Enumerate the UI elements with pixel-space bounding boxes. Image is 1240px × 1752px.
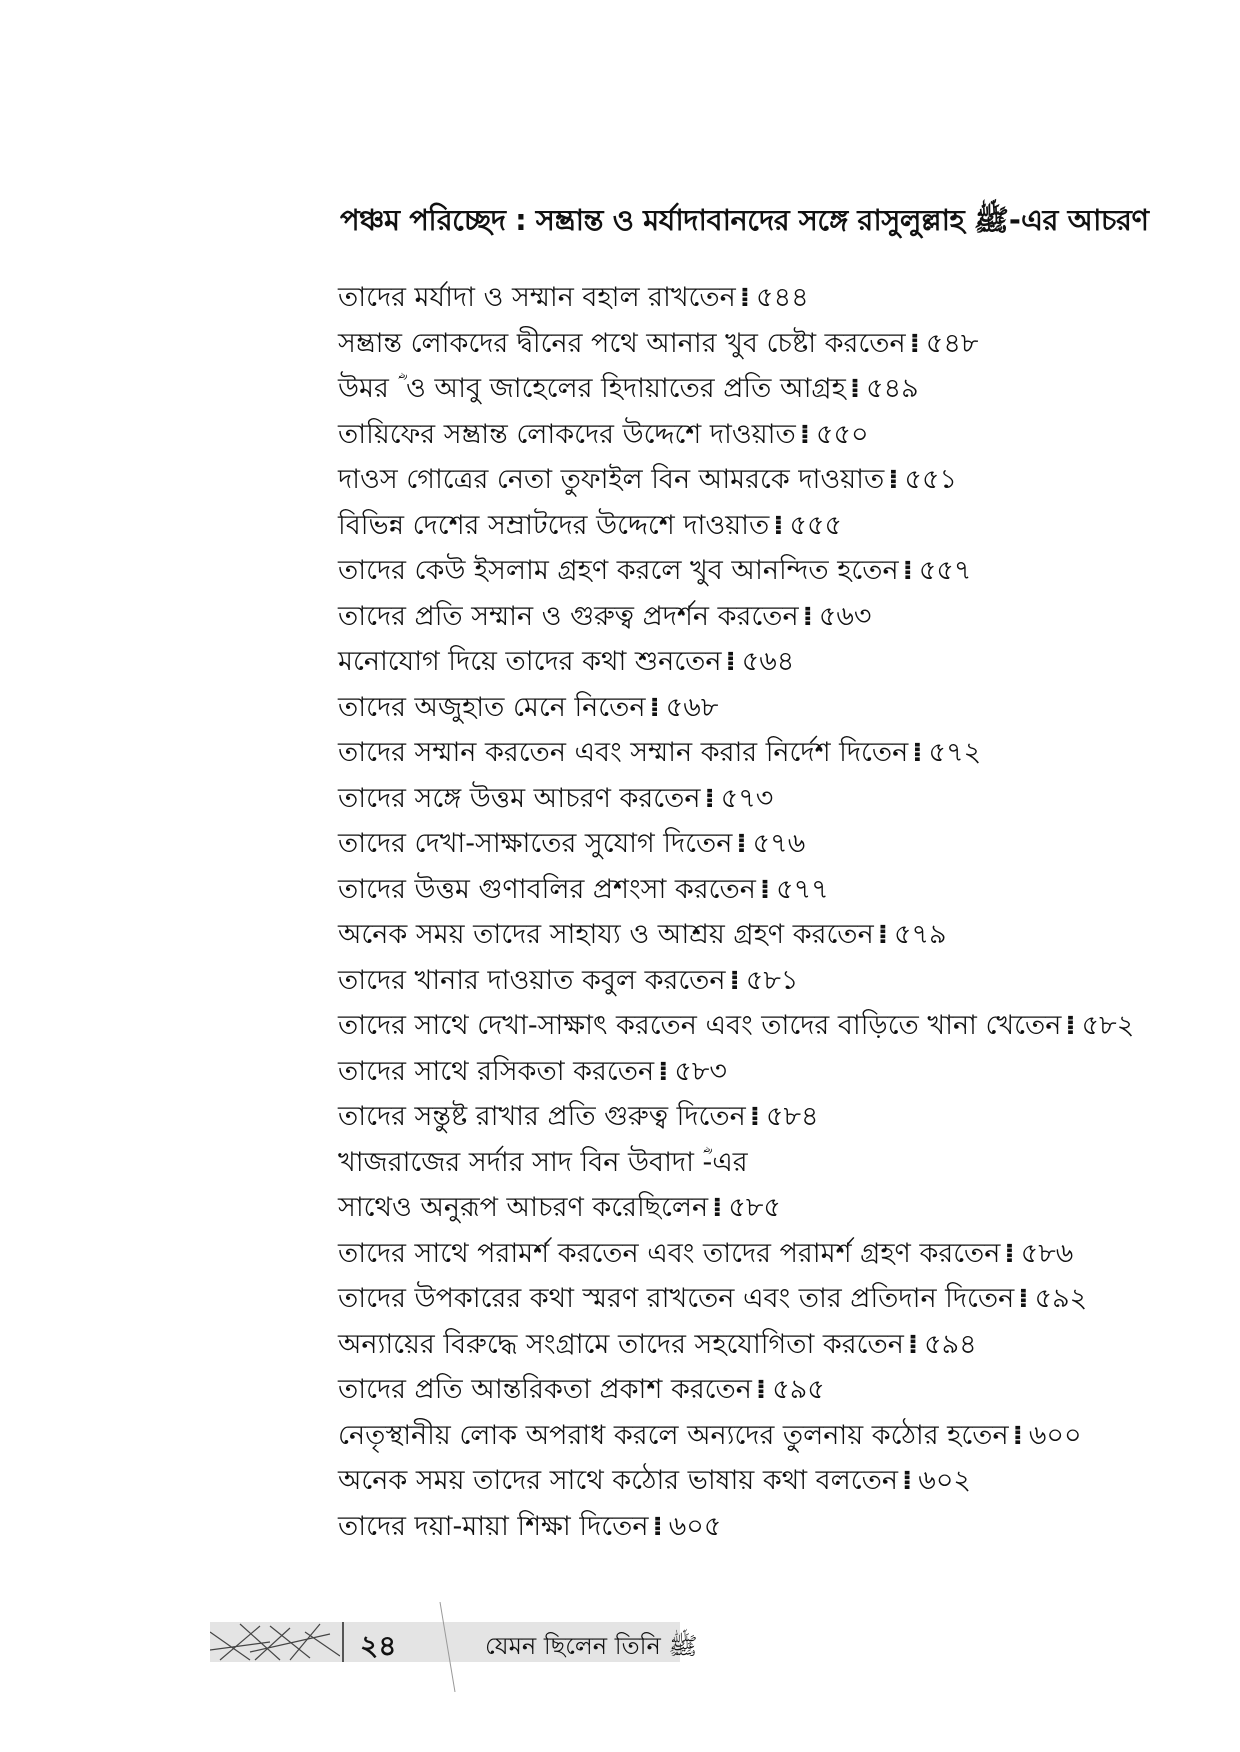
toc-separator: ⁞ [799,418,810,450]
toc-item-title: তাদের দয়া-মায়া শিক্ষা দিতেন [338,1510,649,1542]
toc-item [338,1504,1138,1550]
toc-separator: ⁞ [729,964,740,996]
toc-separator: ⁞ [888,464,899,495]
toc-item-title: দাওস গোত্রের নেতা তুফাইল বিন আমরকে দাওয়াত [338,464,885,495]
chapter-heading: পঞ্চম পরিচ্ছেদ : সম্ভ্রান্ত ও মর্যাদাবানদের সঙ্গে রাসুলুল্লাহ ﷺ-এর আচরণ [340,203,1149,237]
toc-item [338,275,1138,321]
toc-item-title: নেতৃস্থানীয় লোক অপরাধ করলে অন্যদের তুলনায় কঠোর হতেন [338,1419,1009,1451]
toc-item [338,1413,1138,1459]
toc-item-title: মনোযোগ দিয়ে তাদের কথা শুনতেন [338,646,722,677]
toc-item [338,412,1138,458]
book-title: যেমন ছিলেন তিনি ﷺ [485,1632,698,1660]
toc-item-page: ৫৬৮ [665,691,719,723]
toc-item [338,366,1138,412]
toc-item-page: ৫৭৯ [893,919,947,950]
toc-item-page: ৫৫০ [816,418,869,450]
toc-item-title: সাথেও অনুরূপ আচরণ করেছিলেন [338,1192,709,1223]
toc-separator: ⁞ [704,782,715,814]
toc-item [338,1276,1138,1322]
toc-separator: ⁞ [712,1192,723,1223]
toc-item-title: তাদের উত্তম গুণাবলির প্রশংসা করতেন [338,873,756,905]
toc-item [338,867,1138,913]
toc-item [338,730,1138,776]
toc-item-page: ৫৪৯ [866,373,919,404]
toc-item-title: উমর ؓ ও আবু জাহেলের হিদায়াতের প্রতি আগ্রহ [338,373,846,404]
toc-item-page: ৫৭৬ [752,828,806,859]
toc-item [338,912,1138,958]
toc-item-page: ৫৭৩ [720,782,774,814]
toc-item-title: তাদের প্রতি সম্মান ও গুরুত্ব প্রদর্শন করতেন [338,600,799,632]
toc-item-title: অন্যায়ের বিরুদ্ধে সংগ্রামে তাদের সহযোগিতা করতেন [338,1328,904,1360]
toc-item-title: সম্ভ্রান্ত লোকদের দ্বীনের পথে আনার খুব চেষ্টা করতেন [338,327,906,359]
toc-item-page: ৫৯২ [1034,1283,1088,1314]
toc-item-title: তাদের দেখা-সাক্ষাতের সুযোগ দিতেন [338,828,733,859]
toc-separator: ⁞ [849,373,861,404]
toc-item-page: ৫৬৪ [741,646,795,677]
toc-item [338,1049,1138,1095]
toc-separator: ⁞ [802,600,813,632]
toc-item [338,1140,1138,1186]
toc-item-page: ৫৮১ [745,964,799,996]
toc-item [338,685,1138,731]
toc-item-page: ৫৮৫ [728,1192,781,1223]
toc-item-title: তায়িফের সম্ভ্রান্ত লোকদের উদ্দেশে দাওয়াত [338,418,796,450]
toc-item-title: তাদের সাথে দেখা-সাক্ষাৎ করতেন এবং তাদের বাড়িতে খানা খেতেন [338,1010,1062,1041]
toc-item-title: তাদের সম্মান করতেন এবং সম্মান করার নির্দেশ দিতেন [338,737,909,768]
toc-separator: ⁞ [902,555,913,586]
toc-item [338,1458,1138,1504]
toc-item-title: অনেক সময় তাদের সাহায্য ও আশ্রয় গ্রহণ করতেন [338,919,874,950]
toc-item-title: তাদের কেউ ইসলাম গ্রহণ করলে খুব আনন্দিত হতেন [338,555,899,586]
toc-item-page: ৫৭৭ [776,873,829,905]
toc-item-page: ৫৭২ [928,737,982,768]
toc-item-page: ৫৯৪ [924,1328,977,1360]
toc-item-page: ৬০৫ [668,1510,722,1542]
toc-item-page: ৬০২ [918,1465,971,1496]
toc-item-page: ৫৯৫ [772,1374,825,1405]
toc-item [338,776,1138,822]
toc-item-title: তাদের সাথে পরামর্শ করতেন এবং তাদের পরামর্শ গ্রহণ করতেন [338,1237,1001,1269]
toc-separator: ⁞ [1065,1010,1076,1041]
toc-item [338,958,1138,1004]
toc-separator: ⁞ [912,737,923,768]
toc-separator: ⁞ [652,1510,663,1542]
toc-item-page: ৫৫৫ [789,509,843,541]
toc-item-title: তাদের উপকারের কথা স্মরণ রাখতেন এবং তার প্রতিদান দিতেন [338,1283,1015,1314]
toc-item-page: ৫৮২ [1081,1010,1135,1041]
toc-separator: ⁞ [1018,1283,1029,1314]
page-number: ২৪ [360,1629,397,1662]
toc-separator: ⁞ [773,509,784,541]
toc-item [338,548,1138,594]
toc-item [338,1322,1138,1368]
toc-item [338,1367,1138,1413]
toc-separator: ⁞ [1012,1419,1023,1451]
toc-item-title: বিভিন্ন দেশের সম্রাটদের উদ্দেশে দাওয়াত [338,509,770,541]
toc-item-title: তাদের সঙ্গে উত্তম আচরণ করতেন [338,782,701,814]
toc-separator: ⁞ [909,327,920,359]
toc-separator: ⁞ [749,1101,761,1132]
table-of-contents [338,275,1138,1549]
toc-item-title: তাদের সন্তুষ্ট রাখার প্রতি গুরুত্ব দিতেন [338,1101,746,1132]
toc-item-page: ৫৪৪ [756,282,809,313]
toc-item [338,1185,1138,1231]
toc-separator: ⁞ [755,1374,767,1405]
toc-item [338,321,1138,367]
toc-separator: ⁞ [739,282,751,313]
toc-item-page: ৫৮৬ [1020,1237,1074,1269]
toc-item-title: অনেক সময় তাদের সাথে কঠোর ভাষায় কথা বলতেন [338,1465,899,1496]
toc-item-page: ৫৪৮ [925,327,979,359]
toc-item [338,457,1138,503]
toc-item-page: ৫৬৩ [818,600,872,632]
toc-item-page: ৫৫৭ [918,555,972,586]
toc-item-title: তাদের মর্যাদা ও সম্মান বহাল রাখতেন [338,282,736,313]
toc-item [338,1094,1138,1140]
toc-item-title: তাদের প্রতি আন্তরিকতা প্রকাশ করতেন [338,1374,752,1405]
toc-item-page: ৬০০ [1028,1419,1082,1451]
toc-separator: ⁞ [902,1465,913,1496]
toc-separator: ⁞ [736,828,747,859]
toc-item [338,639,1138,685]
page-footer [210,1622,698,1662]
footer-slash-decoration [210,1602,680,1692]
toc-separator: ⁞ [877,919,888,950]
toc-item-page: ৫৮৩ [674,1055,727,1087]
toc-item [338,821,1138,867]
toc-item [338,594,1138,640]
toc-item [338,1003,1138,1049]
toc-separator: ⁞ [658,1055,669,1087]
toc-item-title: তাদের অজুহাত মেনে নিতেন [338,691,646,723]
toc-item-title: খাজরাজের সর্দার সাদ বিন উবাদা ؓ-এর [338,1146,748,1178]
toc-separator: ⁞ [759,873,771,905]
toc-separator: ⁞ [907,1328,919,1360]
toc-item-page: ৫৮৪ [766,1101,819,1132]
toc-separator: ⁞ [725,646,736,677]
toc-separator: ⁞ [649,691,660,723]
toc-separator: ⁞ [1004,1237,1015,1269]
toc-item-title: তাদের খানার দাওয়াত কবুল করতেন [338,964,726,996]
toc-item [338,503,1138,549]
toc-item-title: তাদের সাথে রসিকতা করতেন [338,1055,655,1087]
toc-item [338,1231,1138,1277]
toc-item-page: ৫৫১ [904,464,958,495]
